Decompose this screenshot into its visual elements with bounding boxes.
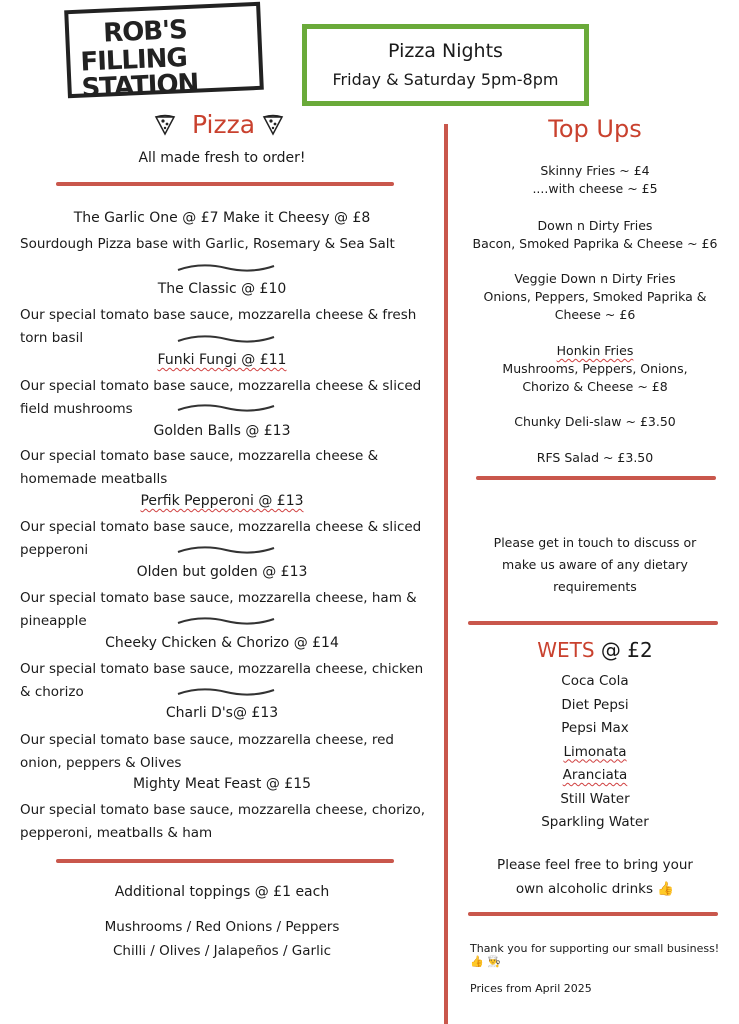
top-up-line: Chunky Deli-slaw ~ £3.50 (514, 414, 676, 429)
pizza-item-desc: Our special tomato base sauce, mozzarella cheese, chicken & chorizo (20, 661, 424, 700)
divider (56, 182, 394, 186)
wave-divider (176, 615, 276, 627)
column-divider (444, 124, 448, 1024)
divider (476, 476, 716, 480)
pizza-item-desc: Our special tomato base sauce, mozzarella cheese & sliced field mushrooms (20, 378, 422, 417)
pizza-item-desc: Our special tomato base sauce, mozzarella cheese & homemade meatballs (20, 448, 379, 487)
pizza-slice-icon (154, 114, 176, 136)
top-up-line (460, 342, 730, 360)
wave-divider (176, 402, 276, 414)
wets-heading-price: @ £2 (594, 638, 653, 662)
wave-divider (176, 544, 276, 556)
pizza-item-title: Golden Balls @ £13 (153, 423, 291, 439)
top-up-line: Bacon, Smoked Paprika & Cheese ~ £6 (472, 236, 718, 251)
dietary-note: Please get in touch to discuss or make us aware of any dietary requirements (493, 535, 697, 594)
drink-item (460, 741, 730, 765)
thanks-note: Thank you for supporting our small business! 👍 👨‍🍳 (470, 942, 720, 968)
rob-s-filling-station-logo (64, 2, 264, 104)
pizza-item-desc: Our special tomato base sauce, mozzarella cheese & sliced pepperoni (20, 519, 422, 558)
drink-item: Diet Pepsi (561, 696, 629, 713)
pizza-item-desc: Our special tomato base sauce, mozzarella cheese, chorizo, pepperoni, meatballs & ham (20, 802, 426, 841)
top-up-item (460, 413, 730, 431)
top-up-item (460, 270, 730, 324)
toppings-title: Additional toppings @ £1 each (114, 884, 330, 900)
logo-line-1: ROB'S (102, 15, 188, 49)
prices-note: Prices from April 2025 (470, 982, 592, 995)
top-up-item (460, 342, 730, 396)
top-up-line: ....with cheese ~ £5 (532, 181, 658, 196)
top-up-line: Down n Dirty Fries (537, 218, 653, 233)
pizza-item-desc: Sourdough Pizza base with Garlic, Rosemary & Sea Salt (20, 236, 395, 252)
pizza-item-title: Cheeky Chicken & Chorizo @ £14 (105, 635, 339, 651)
wets-heading (460, 638, 730, 662)
wets-list (460, 670, 730, 835)
pizza-subheading: All made fresh to order! (138, 150, 306, 166)
pizza-item-desc: Our special tomato base sauce, mozzarella cheese, red onion, peppers & Olives (20, 732, 395, 771)
toppings-line: Chilli / Olives / Jalapeños / Garlic (112, 943, 332, 959)
pizza-item-title: Charli D's@ £13 (165, 705, 279, 721)
drink-item-text: Aranciata (562, 767, 628, 783)
logo-line-2: FILLING STATION (79, 43, 199, 104)
pizza-item-title: The Garlic One @ £7 Make it Cheesy @ £8 (73, 210, 371, 226)
pizza-nights-banner (302, 24, 589, 106)
wave-divider (176, 262, 276, 274)
divider (468, 912, 718, 916)
pizza-item-title: Olden but golden @ £13 (136, 564, 308, 580)
byo-note: Please feel free to bring your own alcoholic drinks 👍 (497, 857, 693, 897)
top-up-line: Skinny Fries ~ £4 (540, 163, 650, 178)
top-ups-heading: Top Ups (548, 115, 642, 143)
divider (56, 859, 394, 863)
pizza-item-title (0, 352, 444, 368)
top-up-item (460, 449, 730, 467)
top-up-line-text: Honkin Fries (556, 343, 634, 358)
wets-heading-label: WETS (537, 638, 595, 662)
top-up-line: Onions, Peppers, Smoked Paprika & Cheese ~ £6 (483, 289, 707, 322)
pizza-item-title: The Classic @ £10 (157, 281, 287, 297)
top-up-line: RFS Salad ~ £3.50 (536, 450, 654, 465)
pizza-slice-icon (262, 114, 284, 136)
pizza-title: Pizza (192, 110, 256, 139)
banner-schedule: Friday & Saturday 5pm-8pm (332, 70, 559, 89)
pizza-item-desc: Our special tomato base sauce, mozzarella cheese, ham & pineapple (20, 590, 417, 629)
drink-item: Sparkling Water (541, 814, 649, 830)
pizza-item-title-text: Perfik Pepperoni @ £13 (140, 493, 304, 509)
wave-divider (176, 686, 276, 698)
top-up-line: Veggie Down n Dirty Fries (514, 271, 676, 286)
pizza-item-title-text: Funki Fungi @ £11 (157, 352, 287, 368)
drink-item: Pepsi Max (561, 720, 629, 736)
divider (468, 621, 718, 625)
wave-divider (176, 333, 276, 345)
top-up-item (460, 162, 730, 198)
top-up-line: Mushrooms, Peppers, Onions, Chorizo & Cheese ~ £8 (502, 361, 688, 394)
drink-item-text: Limonata (563, 743, 627, 760)
toppings-line: Mushrooms / Red Onions / Peppers (104, 919, 340, 935)
pizza-heading (150, 108, 290, 144)
drink-item: Coca Cola (561, 673, 629, 689)
top-up-item (460, 217, 730, 253)
pizza-item-desc: Our special tomato base sauce, mozzarella cheese & fresh torn basil (20, 307, 417, 346)
banner-title: Pizza Nights (388, 40, 503, 62)
pizza-item-title: Mighty Meat Feast @ £15 (132, 776, 312, 792)
drink-item: Still Water (560, 790, 630, 807)
pizza-item-title (0, 493, 444, 509)
drink-item (460, 764, 730, 788)
